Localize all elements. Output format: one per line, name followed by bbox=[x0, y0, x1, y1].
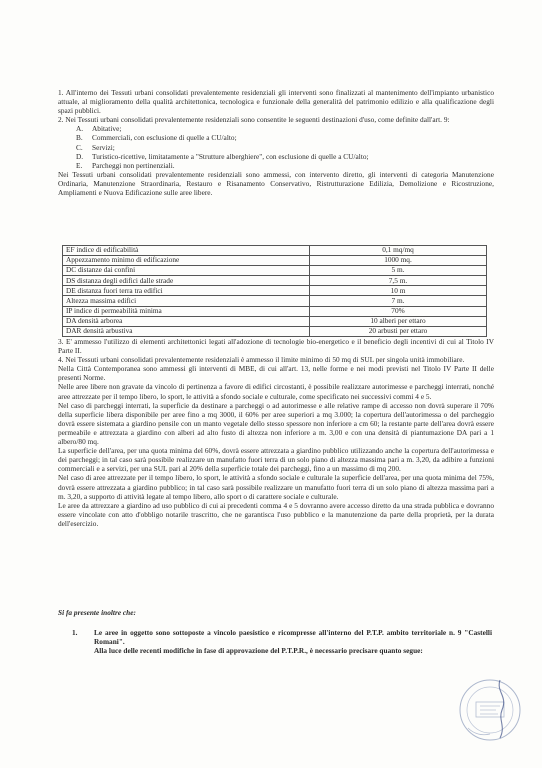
intro-section bbox=[58, 88, 494, 197]
param-cell: DC distanze dai confini bbox=[63, 266, 310, 276]
uses-list bbox=[58, 124, 494, 169]
section-heading: Si fa presente inoltre che: bbox=[58, 608, 136, 617]
list-item: C. Servizi; bbox=[76, 142, 115, 152]
param-cell: Appezzamento minimo di edificazione bbox=[63, 256, 310, 266]
table-row bbox=[63, 296, 487, 306]
value-cell: 0,1 mq/mq bbox=[310, 246, 487, 256]
parameters-table bbox=[62, 245, 487, 337]
table-row bbox=[63, 286, 487, 296]
param-cell: EF indice di edificabilità bbox=[63, 246, 310, 256]
table-row bbox=[63, 306, 487, 316]
paragraph-6: Nella Città Contemporanea sono ammessi gli interventi di MBE, di cui all'art. 13, nelle forme e nei modi previsti nel Titolo IV Parte II delle presenti Norme. bbox=[58, 364, 494, 383]
value-cell: 20 arbusti per ettaro bbox=[310, 326, 487, 336]
paragraph-2: 2. Nei Tessuti urbani consolidati prevalentemente residenziali sono consentite le seguenti destinazioni d'uso, come definite dall'art. 9: bbox=[58, 115, 450, 125]
table-row bbox=[63, 256, 487, 266]
param-cell: DAR densità arbustiva bbox=[63, 326, 310, 336]
footer-section bbox=[58, 608, 494, 617]
body-section bbox=[58, 337, 494, 528]
list-item: B. Commerciali, con esclusione di quelle a CU/alto; bbox=[76, 133, 237, 143]
value-cell: 10 alberi per ettaro bbox=[310, 316, 487, 326]
list-item: D. Turistico-ricettive, limitatamente a "Strutture alberghiere", con esclusione di quelle a CU/alto; bbox=[76, 151, 369, 161]
value-cell: 70% bbox=[310, 306, 487, 316]
param-cell: DS distanza degli edifici dalle strade bbox=[63, 276, 310, 286]
param-cell: DE distanza fuori terra tra edifici bbox=[63, 286, 310, 296]
note-number: 1. bbox=[72, 628, 78, 637]
value-cell: 7 m. bbox=[310, 296, 487, 306]
paragraph-7: Nelle aree libere non gravate da vincolo di pertinenza a favore di edifici circostanti, è possibile realizzare autorimesse e parcheggi interrati, nonché aree attrezzate per il tempo libero, lo sport, le attività a sfondo sociale e culturale, come specificato nei successivi commi 4 e 5. bbox=[58, 382, 494, 401]
paragraph-5: 4. Nei Tessuti urbani consolidati prevalentemente residenziali è ammesso il limite minimo di 50 mq di SUL per singola unità immobiliare. bbox=[58, 355, 465, 365]
value-cell: 1000 mq. bbox=[310, 256, 487, 266]
paragraph-11: Le aree da attrezzare a giardino ad uso pubblico di cui ai precedenti comma 4 e 5 dovranno avere accesso diretto da una strada pubblica e dovranno essere vincolate con atto d'obbligo notarile trascritto, che ne garantisca l'uso pubblico e la manutenzione da parte della proprietà, per la durata dell'esercizio. bbox=[58, 500, 494, 528]
paragraph-9: La superficie dell'area, per una quota minima del 60%, dovrà essere attrezzata a giardino pubblico utilizzando anche la copertura dell'autorimessa e dei parcheggi; in tal caso sarà possibile realizzare un manufatto fuori terra di un solo piano di altezza massima pari a m. 3,20, da adibire a funzioni commerciali e a servizi, per una SUL pari al 20% della superficie totale dei parcheggi, fino a un massimo di mq 200. bbox=[58, 446, 494, 474]
table-row bbox=[63, 316, 487, 326]
note-tail-text: Alla luce delle recenti modifiche in fase di approvazione del P.T.P.R., è necessario precisare quanto segue: bbox=[94, 646, 423, 656]
value-cell: 10 m bbox=[310, 286, 487, 296]
value-cell: 5 m. bbox=[310, 266, 487, 276]
table-row bbox=[63, 326, 487, 336]
table-row bbox=[63, 266, 487, 276]
table-row bbox=[63, 246, 487, 256]
paragraph-4: 3. E' ammesso l'utilizzo di elementi architettonici legati all'adozione di tecnologie bio-energetico e il beneficio degli incentivi di cui al Titolo IV Parte II. bbox=[58, 337, 494, 356]
note-item bbox=[62, 628, 492, 655]
list-item: A. Abitative; bbox=[76, 124, 122, 134]
table-row bbox=[63, 276, 487, 286]
paragraph-1: 1. All'interno dei Tessuti urbani consolidati prevalentemente residenziali gli interventi sono finalizzati al mantenimento dell'impianto urbanistico attuale, al miglioramento della qualità architettonica, tecnologica e funzionale della generalità del patrimonio edilizio e alla qualificazione degli spazi pubblici. bbox=[58, 88, 494, 116]
value-cell: 7,5 m. bbox=[310, 276, 487, 286]
param-cell: DA densità arborea bbox=[63, 316, 310, 326]
paragraph-10: Nel caso di aree attrezzate per il tempo libero, lo sport, le attività a sfondo sociale e culturale la superficie dell'area, per una quota minima del 75%, dovrà essere attrezzata a giardino pubblico; in tal caso sarà possibile realizzare un manufatto fuori terra di un solo piano di altezza massima pari a m. 3,20, a supporto di attività legate al tempo libero, allo sport o di carattere sociale e culturale. bbox=[58, 473, 494, 501]
official-stamp-icon bbox=[456, 676, 524, 744]
paragraph-8: Nel caso di parcheggi interrati, la superficie da destinare a parcheggi o ad autorimesse e alle relative rampe di accesso non dovrà superare il 70% della superficie libera disponibile per aree fino a mq 3000, il 60% per aree superiori a mq 3.000; la copertura dell'autorimessa o del parcheggio dovrà essere sistemata a giardino pensile con un manto vegetale dello stesso spessore non inferiore a cm 60; la restante parte dell'area dovrà essere permeabile e attrezzata a giardino con alberi ad alto fusto di altezza non inferiore a m. 3,00 e con una densità di piantumazione DA pari a 1 albero/80 mq. bbox=[58, 400, 494, 447]
param-cell: Altezza massima edifici bbox=[63, 296, 310, 306]
note-bold-text: Le aree in oggetto sono sottoposte a vincolo paesistico e ricompresse all'interno del P.T.P. ambito territoriale n. 9 "Castelli Romani". bbox=[94, 628, 492, 647]
paragraph-3: Nei Tessuti urbani consolidati prevalentemente residenziali sono ammessi, con intervento diretto, gli interventi di categoria Manutenzione Ordinaria, Manutenzione Straordinaria, Restauro e Risanamento Conservativo, Ristrutturazione Edilizia, Demolizione e Ricostruzione, Ampliamenti e Nuova Edificazione sulle aree libere. bbox=[58, 169, 494, 198]
list-item: E. Parcheggi non pertinenziali. bbox=[76, 160, 175, 170]
param-cell: IP indice di permeabilità minima bbox=[63, 306, 310, 316]
